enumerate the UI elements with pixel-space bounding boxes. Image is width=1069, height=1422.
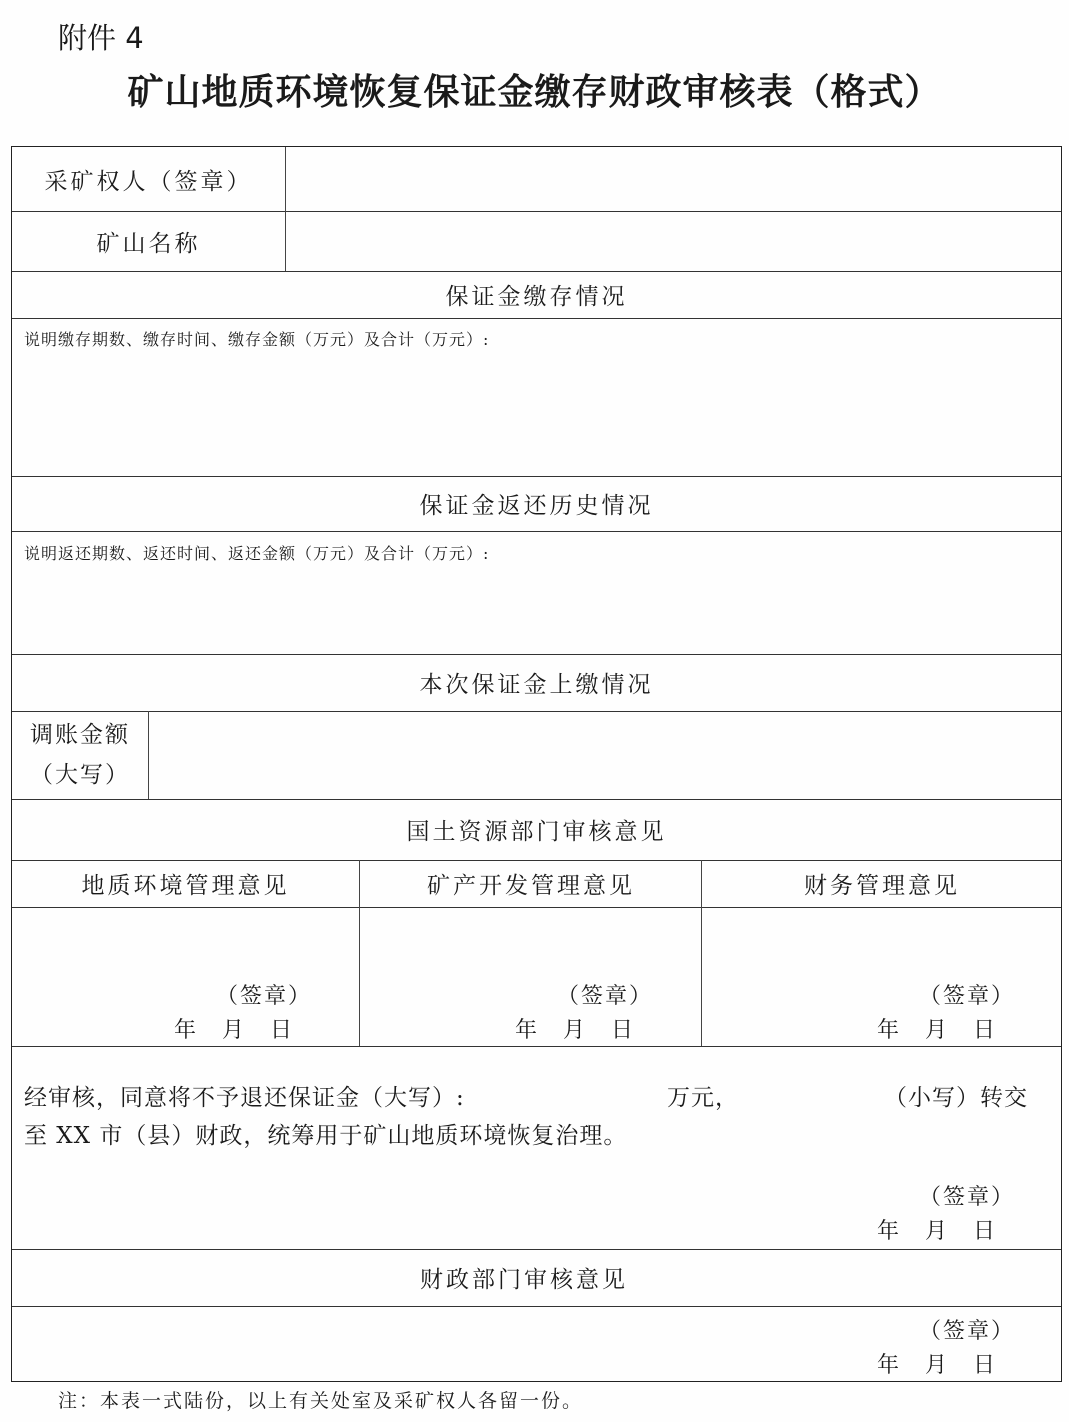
date-label: 年 月 日 xyxy=(876,1353,997,1378)
approval-text-line2: 至 XX 市（县）财政，统筹用于矿山地质环境恢复治理。 xyxy=(24,1123,628,1149)
mine-name-field[interactable] xyxy=(287,211,1061,271)
mine-name-label: 矿山名称 xyxy=(96,230,201,257)
mineral-dev-opinion-header: 矿产开发管理意见 xyxy=(427,873,635,899)
divider xyxy=(12,531,1061,532)
date-label: 年 月 日 xyxy=(876,1219,997,1244)
signature-label: （签章） xyxy=(918,984,1015,1009)
mineral-dev-signature xyxy=(361,980,653,1048)
deposit-details-field[interactable] xyxy=(12,352,1061,474)
mining-right-holder-label: 采矿权人（签章） xyxy=(44,168,253,195)
divider xyxy=(12,907,1061,908)
divider xyxy=(701,860,702,1046)
signature-label: （签章） xyxy=(215,984,312,1009)
approval-text-part2: 万元， xyxy=(667,1085,739,1111)
return-note: 说明返还期数、返还时间、返还金额（万元）及合计（万元）: xyxy=(24,544,490,563)
geo-env-signature xyxy=(12,980,312,1048)
signature-label: （签章） xyxy=(918,1185,1015,1210)
return-section-title: 保证金返还历史情况 xyxy=(419,493,654,519)
return-details-field[interactable] xyxy=(12,567,1061,652)
date-label: 年 月 日 xyxy=(514,1018,635,1043)
divider xyxy=(12,318,1061,319)
divider xyxy=(148,711,149,799)
signature-label: （签章） xyxy=(556,984,653,1009)
current-payment-title: 本次保证金上缴情况 xyxy=(419,672,654,698)
mining-right-holder-field[interactable] xyxy=(287,147,1061,211)
date-label: 年 月 日 xyxy=(173,1018,294,1043)
divider xyxy=(359,860,360,1046)
signature-label: （签章） xyxy=(918,1319,1015,1344)
transfer-amount-label xyxy=(12,711,148,799)
geo-env-opinion-header: 地质环境管理意见 xyxy=(81,873,290,899)
page-title: 矿山地质环境恢复保证金缴存财政审核表（格式） xyxy=(127,72,942,113)
approval-text-part1: 经审核，同意将不予退还保证金（大写）: xyxy=(24,1085,465,1111)
date-label: 年 月 日 xyxy=(876,1018,997,1043)
finance-dept-signature xyxy=(703,1315,1015,1383)
approval-text-part3: （小写）转交 xyxy=(884,1085,1028,1111)
deposit-section-title: 保证金缴存情况 xyxy=(445,284,628,310)
review-form-table xyxy=(11,146,1062,1382)
transfer-amount-label-line2: （大写） xyxy=(30,762,130,788)
footer-note: 注：本表一式陆份，以上有关处室及采矿权人各留一份。 xyxy=(58,1390,584,1412)
transfer-amount-label-line1: 调账金额 xyxy=(30,722,130,748)
attachment-label: 附件 4 xyxy=(58,21,144,55)
land-dept-review-title: 国土资源部门审核意见 xyxy=(406,819,667,845)
deposit-note: 说明缴存期数、缴存时间、缴存金额（万元）及合计（万元）: xyxy=(24,330,490,349)
divider xyxy=(12,1306,1061,1307)
finance-mgmt-opinion-header: 财务管理意见 xyxy=(804,873,960,899)
divider xyxy=(285,147,286,271)
transfer-amount-field[interactable] xyxy=(150,711,1061,799)
finance-dept-review-title: 财政部门审核意见 xyxy=(420,1267,628,1293)
approval-statement xyxy=(24,1079,1054,1155)
approval-signature xyxy=(703,1181,1015,1249)
finance-mgmt-signature xyxy=(703,980,1015,1048)
